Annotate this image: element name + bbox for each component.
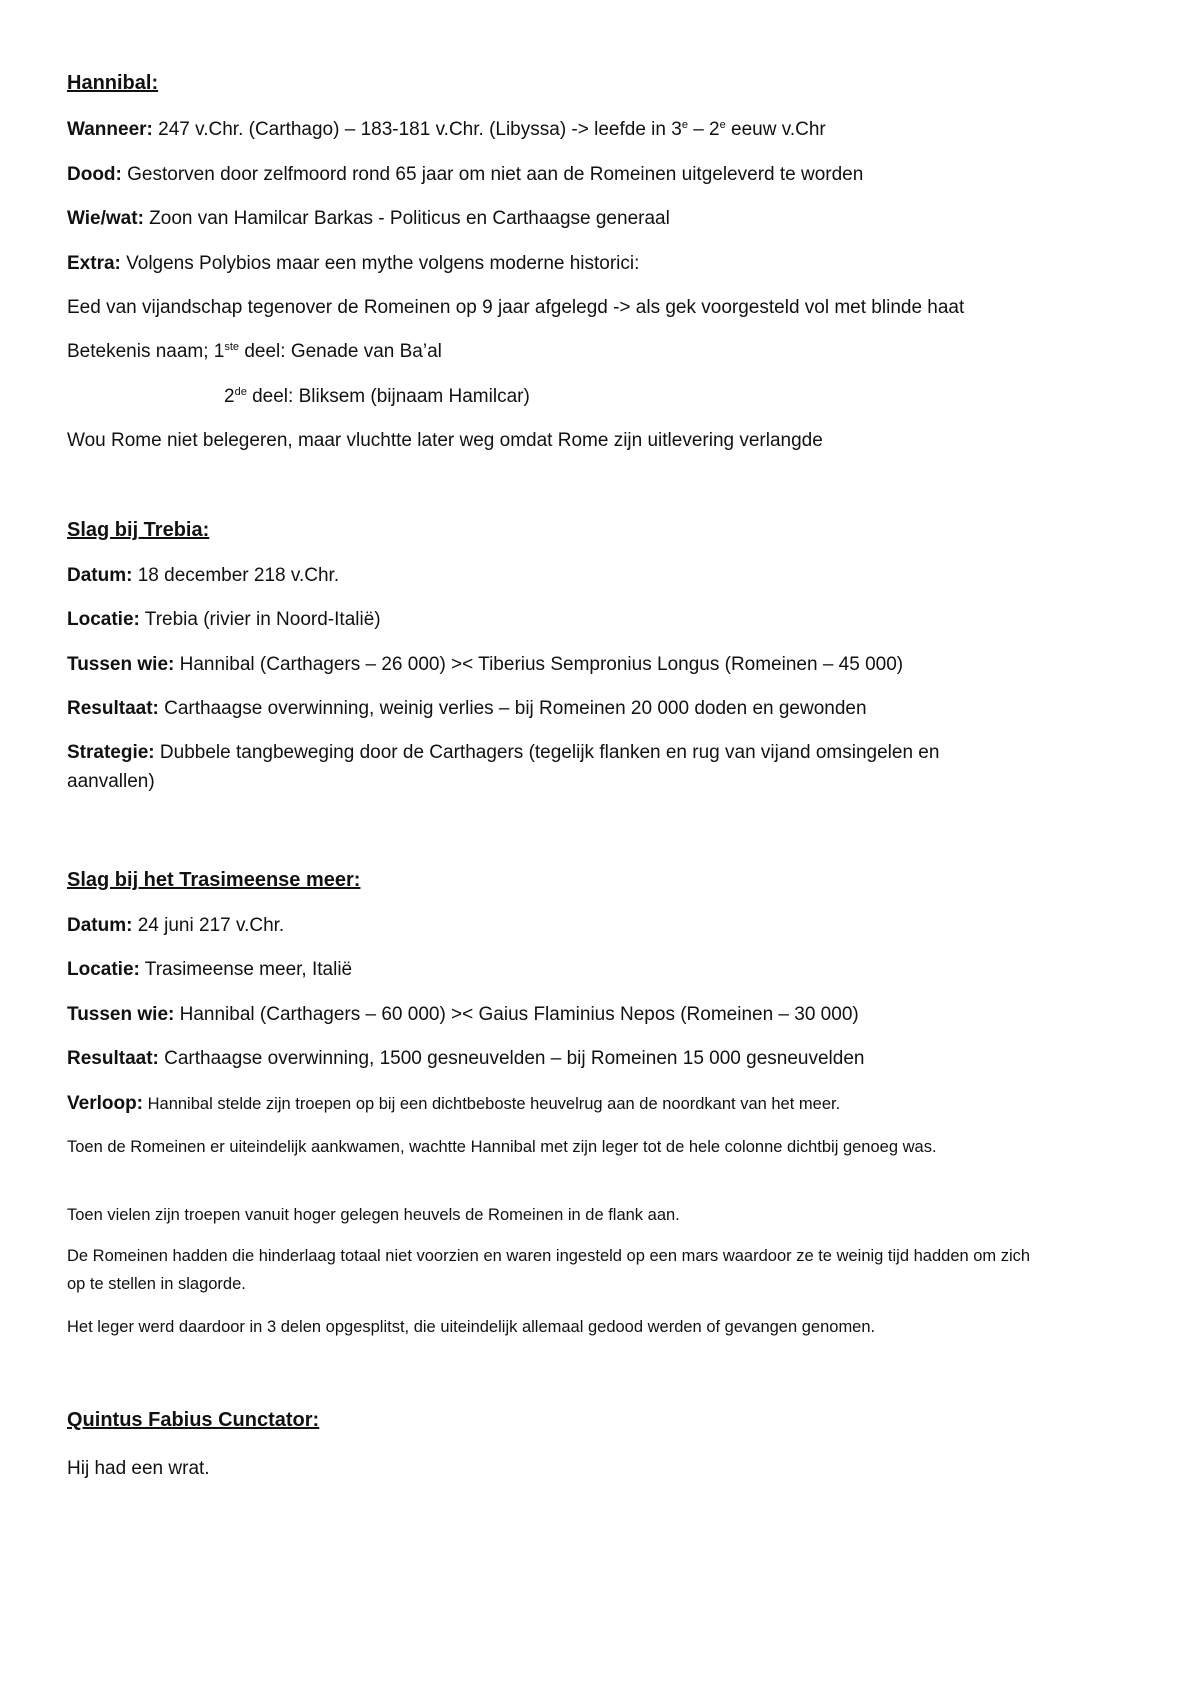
trasimeense-resultaat-text: Carthaagse overwinning, 1500 gesneuvelden – bij Romeinen 15 000 gesneuvelden — [158, 1048, 865, 1069]
fabius-text: Hij had een wrat. — [67, 1458, 210, 1479]
trasimeense-paragraph-3: De Romeinen hadden die hinderlaag totaal niet voorzien en waren ingesteld op een mars waardoor ze te weinig tijd hadden om zich op te stellen in slagorde. — [67, 1247, 1031, 1293]
trebia-strategie — [67, 738, 1027, 796]
trasimeense-tussen-text: Hannibal (Carthagers – 60 000) >< Gaius Flaminius Nepos (Romeinen – 30 000) — [174, 1004, 859, 1025]
trasimeense-paragraph-1: Toen de Romeinen er uiteindelijk aankwamen, wachtte Hannibal met zijn leger tot de hele colonne dichtbij genoeg was. — [67, 1138, 937, 1156]
trebia-strategie-text: Dubbele tangbeweging door de Carthagers (tegelijk flanken en rug van vijand omsingelen en aanvallen) — [67, 742, 940, 792]
trebia-tussen — [67, 650, 903, 679]
wiewat-text: Zoon van Hamilcar Barkas - Politicus en Carthaagse generaal — [143, 208, 670, 229]
trasimeense-locatie — [67, 955, 352, 984]
label-locatie: Locatie: — [67, 609, 140, 630]
heading-trebia: Slag bij Trebia: — [67, 519, 210, 541]
hannibal-eed: Eed van vijandschap tegenover de Romeinen op 9 jaar afgelegd -> als gek voorgesteld vol met blinde haat — [67, 297, 965, 318]
label-wiewat: Wie/wat: — [67, 208, 144, 229]
hannibal-rome: Wou Rome niet belegeren, maar vluchtte later weg omdat Rome zijn uitlevering verlangde — [67, 430, 823, 451]
trebia-locatie-text: Trebia (rivier in Noord-Italië) — [139, 609, 381, 630]
wanneer-sup2: e — [719, 119, 726, 131]
trasimeense-resultaat — [67, 1044, 864, 1073]
trasimeense-datum-text: 24 juni 217 v.Chr. — [132, 915, 285, 936]
naam1-text-a: Betekenis naam; 1 — [67, 341, 225, 362]
label-datum: Datum: — [67, 565, 133, 586]
label-dood: Dood: — [67, 164, 122, 185]
trebia-tussen-text: Hannibal (Carthagers – 26 000) >< Tiberius Sempronius Longus (Romeinen – 45 000) — [174, 654, 904, 675]
hannibal-wiewat — [67, 204, 670, 233]
trebia-datum — [67, 561, 339, 590]
label-datum: Datum: — [67, 915, 133, 936]
label-resultaat: Resultaat: — [67, 698, 159, 719]
trasimeense-verloop-text: Hannibal stelde zijn troepen op bij een dichtbeboste heuvelrug aan de noordkant van het meer. — [143, 1095, 841, 1113]
label-locatie: Locatie: — [67, 959, 140, 980]
wanneer-text-a: 247 v.Chr. (Carthago) – 183-181 v.Chr. (Libyssa) -> leefde in 3 — [152, 119, 682, 140]
label-tussen: Tussen wie: — [67, 1004, 175, 1025]
trebia-locatie — [67, 605, 381, 634]
trasimeense-paragraph-2: Toen vielen zijn troepen vanuit hoger gelegen heuvels de Romeinen in de flank aan. — [67, 1206, 680, 1224]
label-extra: Extra: — [67, 253, 121, 274]
naam2-text-a: 2 — [224, 386, 235, 407]
heading-fabius: Quintus Fabius Cunctator: — [67, 1409, 320, 1431]
wanneer-text-b: – 2 — [687, 119, 720, 140]
trasimeense-tussen — [67, 1000, 859, 1029]
naam1-text-b: deel: Genade van Ba’al — [239, 341, 442, 362]
naam2-sup: de — [234, 386, 247, 398]
extra-text: Volgens Polybios maar een mythe volgens moderne historici: — [120, 253, 640, 274]
wanneer-sup1: e — [681, 119, 688, 131]
hannibal-dood — [67, 160, 863, 189]
label-strategie: Strategie: — [67, 742, 155, 763]
trasimeense-verloop — [67, 1089, 840, 1118]
wanneer-text-c: eeuw v.Chr — [725, 119, 826, 140]
hannibal-naam-1 — [67, 337, 442, 366]
hannibal-naam-2 — [224, 382, 530, 411]
hannibal-wanneer — [67, 115, 826, 144]
trasimeense-datum — [67, 911, 284, 940]
label-resultaat: Resultaat: — [67, 1048, 159, 1069]
trebia-resultaat — [67, 694, 867, 723]
naam2-text-b: deel: Bliksem (bijnaam Hamilcar) — [246, 386, 530, 407]
label-tussen: Tussen wie: — [67, 654, 175, 675]
label-wanneer: Wanneer: — [67, 119, 153, 140]
heading-trasimeense: Slag bij het Trasimeense meer: — [67, 869, 361, 891]
label-verloop: Verloop: — [67, 1093, 144, 1114]
trasimeense-paragraph-4: Het leger werd daardoor in 3 delen opgesplitst, die uiteindelijk allemaal gedood werden of gevangen genomen. — [67, 1318, 876, 1336]
naam1-sup: ste — [224, 341, 240, 353]
dood-text: Gestorven door zelfmoord rond 65 jaar om niet aan de Romeinen uitgeleverd te worden — [121, 164, 864, 185]
trasimeense-locatie-text: Trasimeense meer, Italië — [139, 959, 353, 980]
heading-hannibal: Hannibal: — [67, 72, 159, 94]
trebia-datum-text: 18 december 218 v.Chr. — [132, 565, 340, 586]
hannibal-extra — [67, 249, 639, 278]
trebia-resultaat-text: Carthaagse overwinning, weinig verlies – bij Romeinen 20 000 doden en gewonden — [158, 698, 867, 719]
